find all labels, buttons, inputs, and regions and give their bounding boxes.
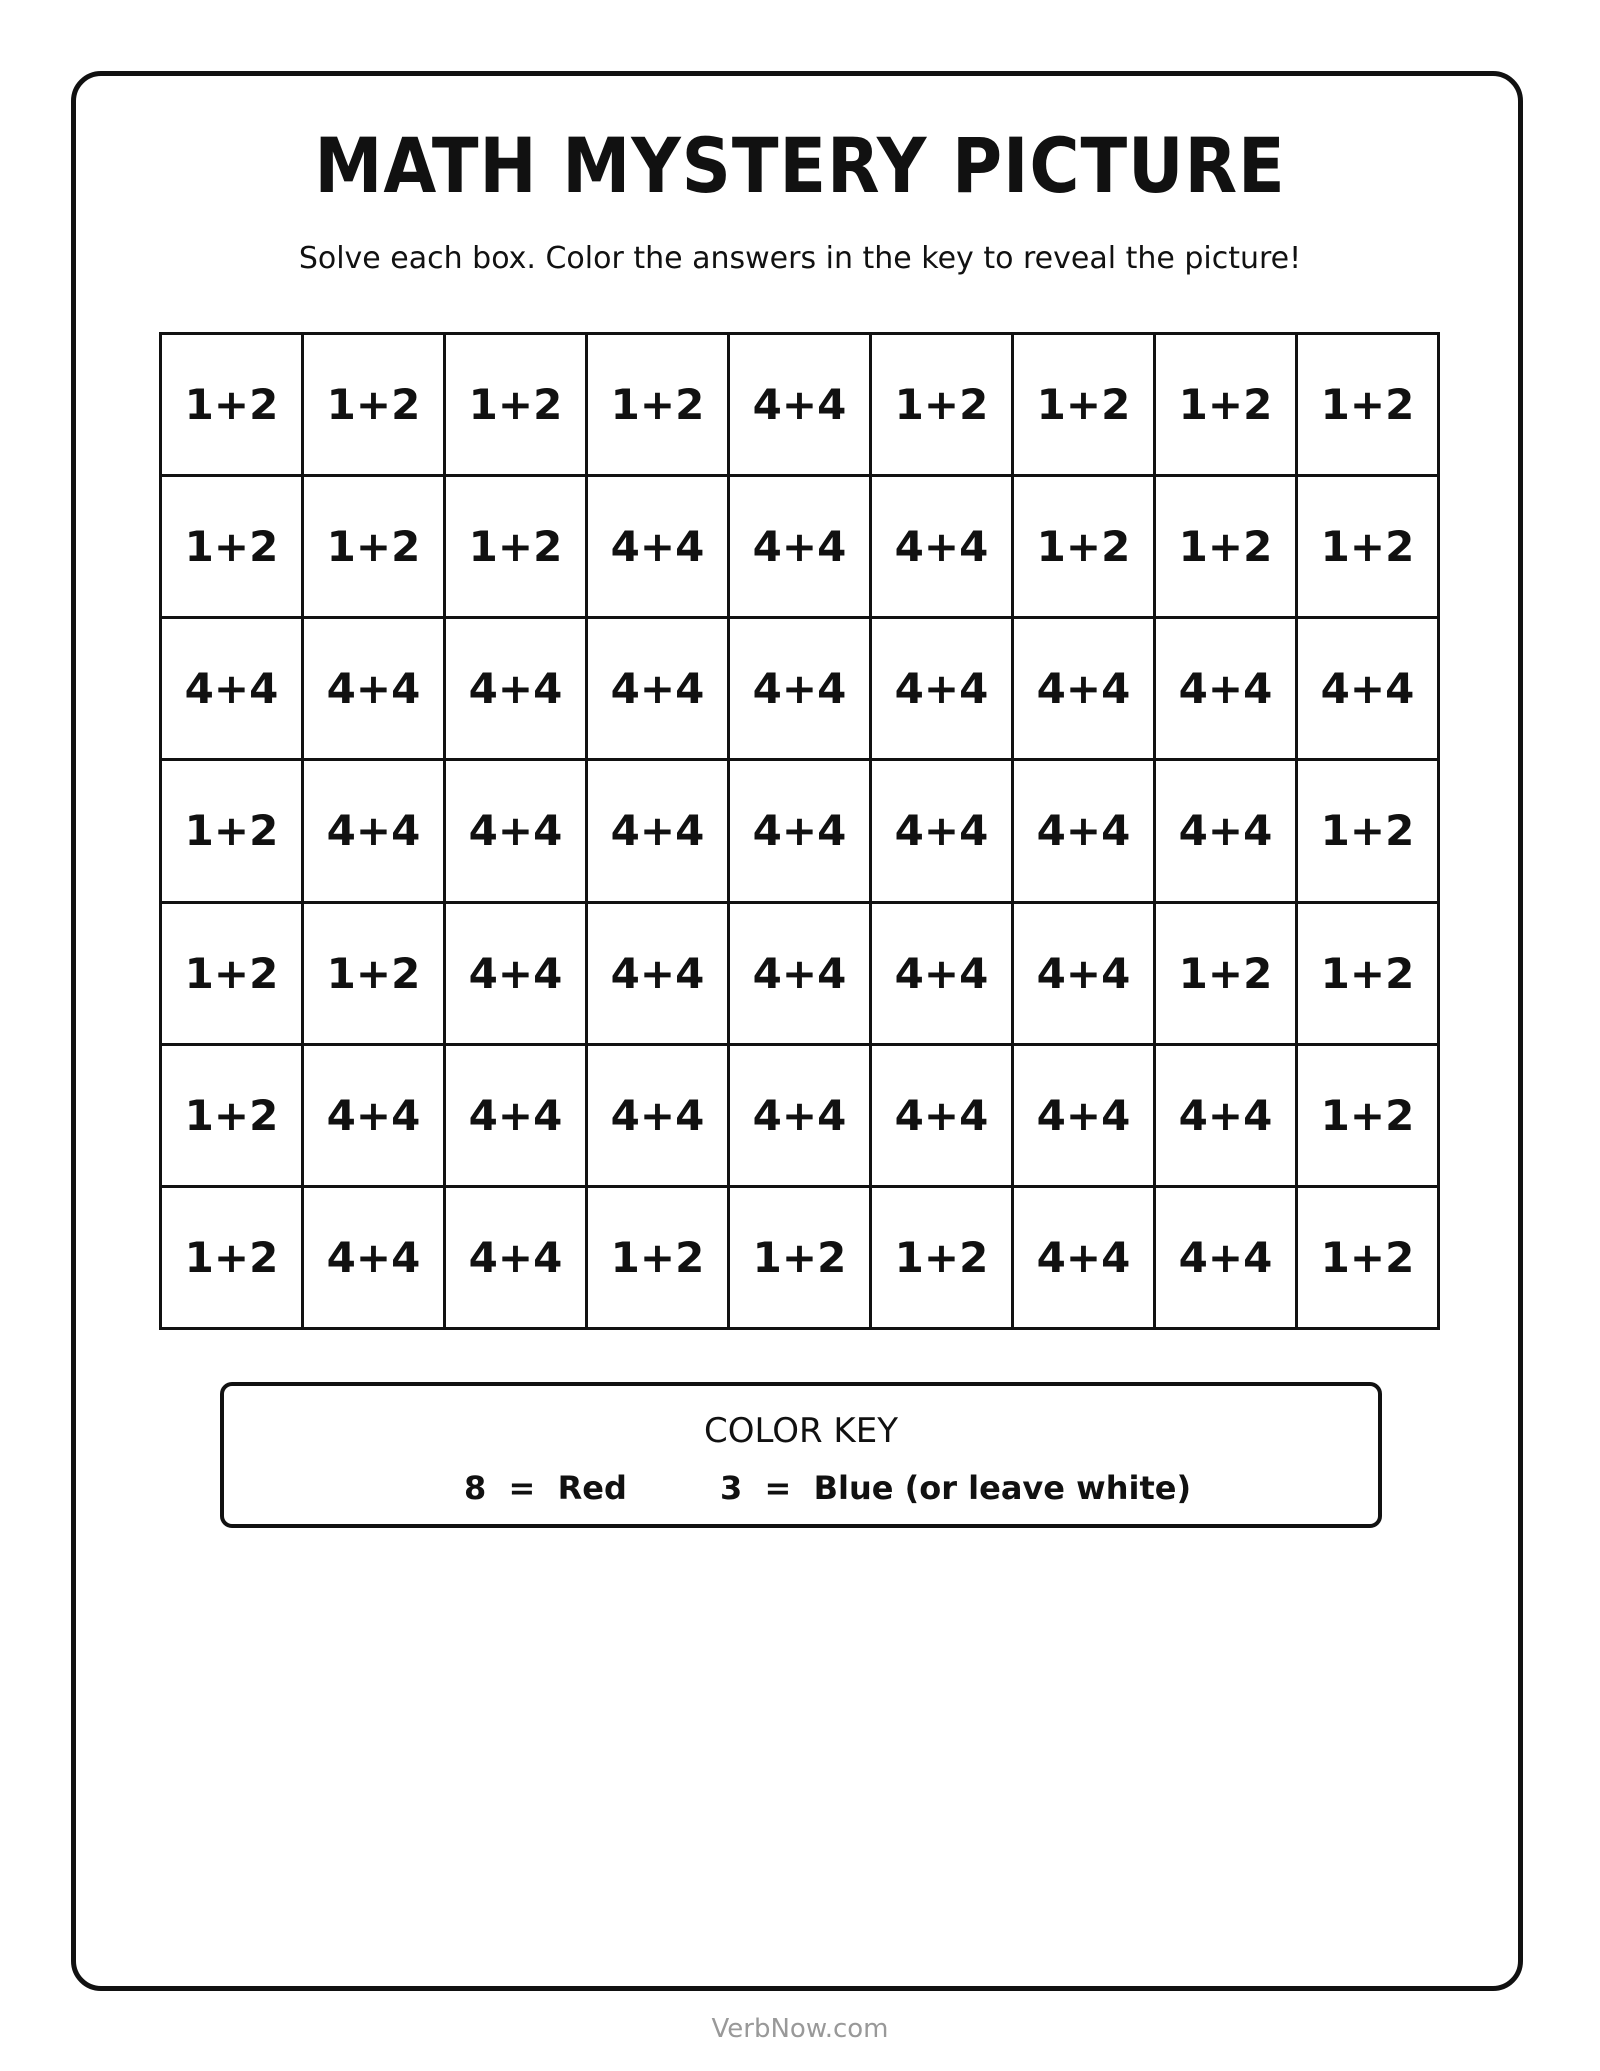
instructions: Solve each box. Color the answers in the key to reveal the picture!	[298, 241, 1302, 276]
grid-cell: 1+2	[1156, 335, 1298, 477]
color-key-box	[220, 1382, 1382, 1528]
grid-cell: 1+2	[1298, 335, 1440, 477]
grid-cell: 4+4	[588, 761, 730, 903]
grid-cell: 4+4	[446, 1188, 588, 1330]
grid-cell: 4+4	[1156, 619, 1298, 761]
grid-cell: 4+4	[730, 477, 872, 619]
grid-cell: 1+2	[162, 1188, 304, 1330]
grid-cell: 1+2	[446, 477, 588, 619]
page-title: MATH MYSTERY PICTURE	[314, 121, 1286, 210]
grid-cell: 4+4	[588, 1046, 730, 1188]
grid-cell: 4+4	[1298, 619, 1440, 761]
grid-cell: 4+4	[446, 619, 588, 761]
grid-cell: 1+2	[1298, 477, 1440, 619]
grid-cell: 1+2	[162, 904, 304, 1046]
color-key-item-red: 8 = Red	[464, 1469, 627, 1507]
grid-cell: 4+4	[872, 904, 1014, 1046]
grid-cell: 4+4	[1014, 761, 1156, 903]
grid-cell: 4+4	[1014, 1046, 1156, 1188]
grid-cell: 4+4	[872, 619, 1014, 761]
grid-cell: 4+4	[730, 1046, 872, 1188]
grid-cell: 4+4	[1156, 1046, 1298, 1188]
grid-cell: 1+2	[872, 1188, 1014, 1330]
grid-cell: 4+4	[588, 904, 730, 1046]
grid-cell: 1+2	[1298, 761, 1440, 903]
grid-cell: 1+2	[304, 477, 446, 619]
grid-cell: 4+4	[588, 619, 730, 761]
grid-cell: 1+2	[588, 1188, 730, 1330]
footer-site-name: VerbNow.com	[711, 2014, 889, 2044]
grid-cell: 4+4	[304, 619, 446, 761]
grid-cell: 1+2	[162, 477, 304, 619]
grid-cell: 1+2	[446, 335, 588, 477]
grid-cell: 1+2	[730, 1188, 872, 1330]
grid-cell: 1+2	[304, 335, 446, 477]
puzzle-grid	[159, 332, 1440, 1330]
grid-cell: 4+4	[1156, 761, 1298, 903]
grid-cell: 4+4	[730, 619, 872, 761]
grid-cell: 4+4	[446, 761, 588, 903]
grid-cell: 4+4	[162, 619, 304, 761]
grid-cell: 1+2	[1156, 904, 1298, 1046]
grid-cell: 1+2	[1298, 1188, 1440, 1330]
grid-cell: 1+2	[872, 335, 1014, 477]
grid-cell: 4+4	[1014, 904, 1156, 1046]
grid-cell: 4+4	[1014, 1188, 1156, 1330]
grid-cell: 1+2	[162, 761, 304, 903]
grid-cell: 4+4	[872, 1046, 1014, 1188]
grid-cell: 4+4	[730, 904, 872, 1046]
grid-cell: 1+2	[162, 1046, 304, 1188]
grid-cell: 1+2	[162, 335, 304, 477]
grid-cell: 4+4	[730, 335, 872, 477]
grid-cell: 4+4	[446, 1046, 588, 1188]
grid-cell: 4+4	[1156, 1188, 1298, 1330]
color-key-title: COLOR KEY	[704, 1411, 898, 1451]
grid-cell: 4+4	[304, 1188, 446, 1330]
grid-cell: 1+2	[1156, 477, 1298, 619]
grid-cell: 4+4	[304, 761, 446, 903]
grid-cell: 4+4	[872, 761, 1014, 903]
grid-cell: 4+4	[304, 1046, 446, 1188]
grid-cell: 4+4	[872, 477, 1014, 619]
grid-cell: 1+2	[304, 904, 446, 1046]
grid-cell: 1+2	[1014, 335, 1156, 477]
color-key-item-blue: 3 = Blue (or leave white)	[720, 1469, 1192, 1507]
grid-cell: 4+4	[446, 904, 588, 1046]
grid-cell: 4+4	[588, 477, 730, 619]
grid-cell: 4+4	[730, 761, 872, 903]
grid-cell: 1+2	[1014, 477, 1156, 619]
grid-cell: 1+2	[588, 335, 730, 477]
grid-cell: 1+2	[1298, 1046, 1440, 1188]
grid-cell: 4+4	[1014, 619, 1156, 761]
grid-cell: 1+2	[1298, 904, 1440, 1046]
